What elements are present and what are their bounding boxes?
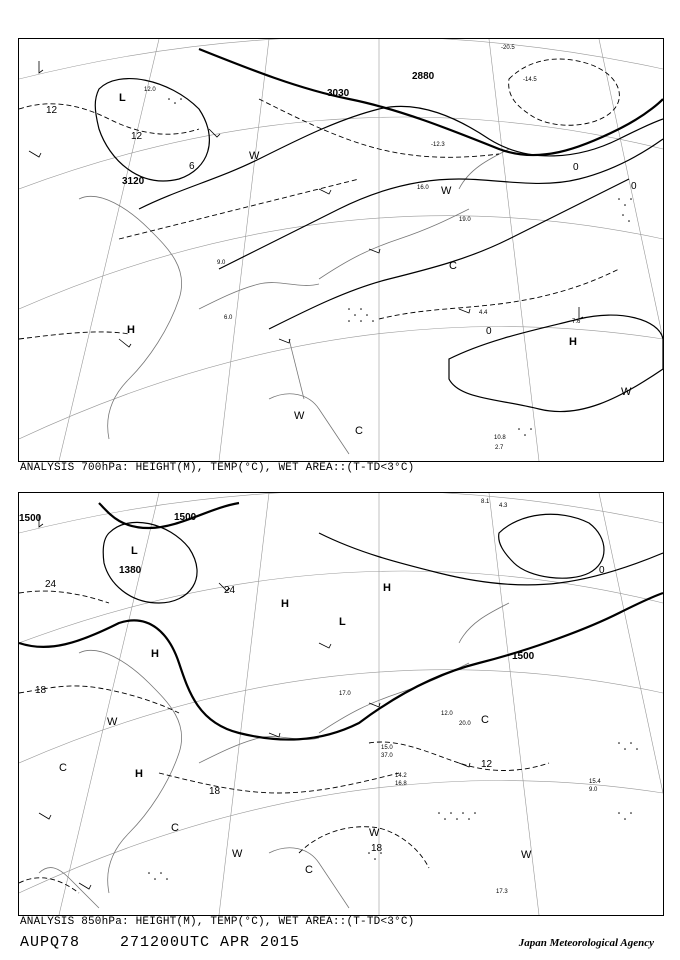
valid-time: 271200UTC APR 2015 bbox=[120, 934, 301, 951]
warm-region: W bbox=[621, 386, 632, 398]
station-value: 10.8 bbox=[494, 435, 506, 441]
cold-region: C bbox=[481, 714, 489, 726]
station-value: 15.0 bbox=[381, 745, 393, 751]
low-center: L bbox=[119, 92, 126, 104]
cold-region: C bbox=[449, 260, 457, 272]
station-value: 19.0 bbox=[459, 217, 471, 223]
cold-region: C bbox=[59, 762, 67, 774]
warm-region: W bbox=[107, 716, 118, 728]
station-value: 7.6 bbox=[572, 319, 581, 325]
height-label: 3030 bbox=[327, 88, 350, 99]
station-value: 14.2 bbox=[395, 773, 407, 779]
station-value: 6.0 bbox=[224, 315, 233, 321]
cold-region: C bbox=[305, 864, 313, 876]
station-value: 17.0 bbox=[339, 691, 351, 697]
station-value: 9.0 bbox=[589, 787, 598, 793]
station-value: -20.5 bbox=[501, 45, 515, 51]
agency-name: Japan Meteorological Agency bbox=[518, 937, 654, 949]
station-value: 9.0 bbox=[217, 260, 226, 266]
station-value: 12.0 bbox=[144, 87, 156, 93]
temperature-labels bbox=[35, 565, 605, 854]
map-700hpa-drawing bbox=[19, 39, 663, 461]
product-id: AUPQ78 bbox=[20, 934, 81, 951]
low-center: L bbox=[339, 616, 346, 628]
height-label: 1500 bbox=[512, 651, 535, 662]
wet-area-stipple bbox=[148, 742, 638, 880]
warm-region: W bbox=[441, 185, 452, 197]
high-center: H bbox=[127, 324, 135, 336]
caption-850hpa: ANALYSIS 850hPa: HEIGHT(M), TEMP(°C), WET AREA::(T-TD<3°C) bbox=[20, 916, 415, 928]
high-center: H bbox=[151, 648, 159, 660]
caption-700hpa: ANALYSIS 700hPa: HEIGHT(M), TEMP(°C), WET AREA::(T-TD<3°C) bbox=[20, 462, 415, 474]
station-value: 4.4 bbox=[479, 310, 488, 316]
low-center: L bbox=[131, 545, 138, 557]
temp-label: 24 bbox=[224, 585, 236, 596]
map-700hpa bbox=[18, 38, 664, 462]
warm-region: W bbox=[369, 827, 380, 839]
height-label: 1500 bbox=[19, 513, 42, 524]
temp-label: 18 bbox=[371, 843, 383, 854]
temp-label: 0 bbox=[599, 565, 605, 576]
map-850hpa bbox=[18, 492, 664, 916]
cold-region: C bbox=[171, 822, 179, 834]
station-value: 16.8 bbox=[395, 781, 407, 787]
temp-label: 0 bbox=[486, 326, 492, 337]
temperature-contours bbox=[19, 59, 619, 339]
station-value: -14.5 bbox=[523, 77, 537, 83]
graticule bbox=[19, 493, 663, 915]
coastlines bbox=[39, 603, 509, 908]
station-values bbox=[144, 45, 581, 451]
station-value: 4.3 bbox=[499, 503, 508, 509]
station-value: 20.0 bbox=[459, 721, 471, 727]
pressure-centers bbox=[119, 92, 577, 348]
temp-label: 24 bbox=[45, 579, 57, 590]
temp-label: 12 bbox=[481, 759, 493, 770]
station-value: 16.0 bbox=[417, 185, 429, 191]
wet-area-stipple bbox=[168, 98, 632, 436]
temperature-contours bbox=[19, 591, 549, 893]
height-label: 2880 bbox=[412, 71, 435, 82]
height-label: 1500 bbox=[174, 512, 197, 523]
warm-region: W bbox=[249, 150, 260, 162]
warm-region: W bbox=[232, 848, 243, 860]
station-value: -12.3 bbox=[431, 142, 445, 148]
warm-region: W bbox=[521, 849, 532, 861]
height-label: 1380 bbox=[119, 565, 142, 576]
temp-label: 12 bbox=[46, 105, 58, 116]
station-value: 12.0 bbox=[441, 711, 453, 717]
station-value: 2.7 bbox=[495, 445, 504, 451]
high-center: H bbox=[135, 768, 143, 780]
high-center: H bbox=[281, 598, 289, 610]
station-value: 8.1 bbox=[481, 499, 490, 505]
temp-label: 0 bbox=[573, 162, 579, 173]
station-value: 15.4 bbox=[589, 779, 601, 785]
temperature-regions bbox=[249, 150, 632, 437]
pressure-centers bbox=[131, 545, 391, 780]
map-850hpa-drawing bbox=[19, 493, 663, 915]
station-value: 37.0 bbox=[381, 753, 393, 759]
temp-label: 12 bbox=[131, 131, 143, 142]
height-labels bbox=[19, 512, 535, 662]
temp-label: 18 bbox=[209, 786, 221, 797]
cold-region: C bbox=[355, 425, 363, 437]
warm-region: W bbox=[294, 410, 305, 422]
product-header bbox=[20, 934, 300, 951]
high-center: H bbox=[569, 336, 577, 348]
graticule bbox=[19, 39, 663, 461]
temp-label: 0 bbox=[631, 181, 637, 192]
height-label: 3120 bbox=[122, 176, 145, 187]
temp-label: 6 bbox=[189, 161, 195, 172]
station-value: 17.3 bbox=[496, 889, 508, 895]
high-center: H bbox=[383, 582, 391, 594]
temp-label: 18 bbox=[35, 685, 47, 696]
